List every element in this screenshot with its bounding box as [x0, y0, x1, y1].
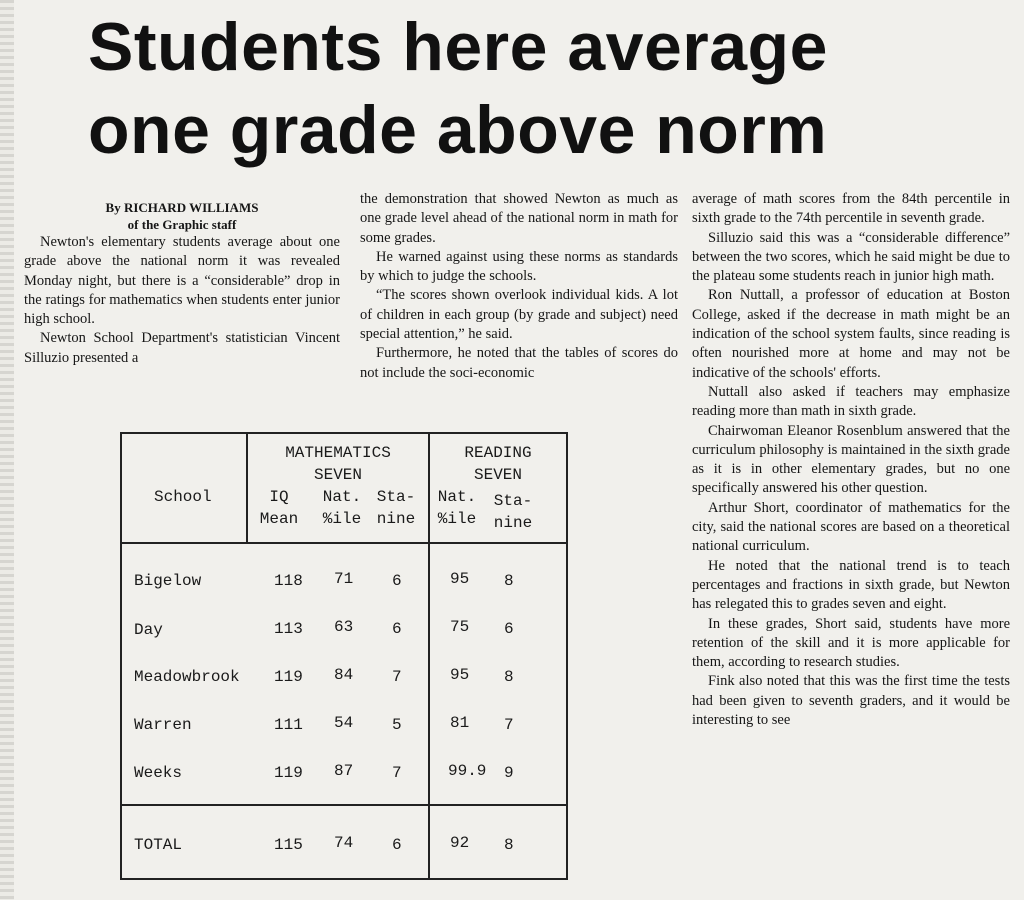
- math-nat-cell: 84: [334, 666, 354, 684]
- total-reading-nat: 92: [450, 834, 470, 852]
- article-column-2: [360, 190, 678, 383]
- paragraph: Fink also noted that this was the first time the tests had been given to seventh graders, and it would be interesting to see: [692, 673, 1010, 729]
- math-stanine-cell: 6: [392, 572, 402, 590]
- reading-stanine-cell: 8: [504, 668, 514, 686]
- math-stanine-cell: 6: [392, 620, 402, 638]
- paragraph: Newton School Department's statistician Vincent Silluzio presented a: [24, 330, 340, 366]
- reading-stanine-cell: 7: [504, 716, 514, 734]
- paragraph: Chairwoman Eleanor Rosenblum answered that the curriculum philosophy is maintained in the sixth grade as it is in other elementary grades, but no one specifically answered his other question.: [692, 422, 1010, 497]
- total-math-nat: 74: [334, 834, 354, 852]
- iq-mean-cell: 119: [274, 764, 303, 782]
- iq-mean-cell: 119: [274, 668, 303, 686]
- school-name: Day: [134, 621, 163, 639]
- reading-nat-cell: 99.9: [448, 762, 487, 780]
- math-stanine-cell: 5: [392, 716, 402, 734]
- total-math-stanine: 6: [392, 836, 402, 854]
- paragraph: Newton's elementary students average about one grade above the national norm it was revealed Monday night, but there is a “considerable” drop in the ratings for mathematics when students enter junior high school.: [24, 234, 340, 328]
- reading-nat-cell: 75: [450, 618, 470, 636]
- paragraph: Furthermore, he noted that the tables of scores do not include the soci-economic: [360, 345, 678, 381]
- math-stanine-cell: 7: [392, 764, 402, 782]
- reading-nat-cell: 95: [450, 570, 470, 588]
- paragraph: “The scores shown overlook individual kids. A lot of children in each group (by grade and subject) need special attention,” he said.: [360, 287, 678, 343]
- total-iq-mean: 115: [274, 836, 303, 854]
- reading-nat-cell: 95: [450, 666, 470, 684]
- table-divider: [122, 542, 566, 544]
- school-name: Warren: [134, 716, 192, 734]
- math-nat-percentile-header: Nat. %ile: [322, 488, 362, 528]
- paragraph: the demonstration that showed Newton as much as one grade level ahead of the national norm in math for some grades.: [360, 191, 678, 246]
- math-nat-cell: 63: [334, 618, 354, 636]
- byline: [24, 199, 340, 233]
- math-stanine-cell: 7: [392, 668, 402, 686]
- math-group-header: MATHEMATICS SEVEN: [285, 444, 391, 484]
- article-column-3: [692, 190, 1010, 730]
- reading-nat-percentile-header: Nat. %ile: [437, 488, 477, 528]
- math-nat-cell: 54: [334, 714, 354, 732]
- school-header: School: [154, 488, 212, 506]
- school-name: Meadowbrook: [134, 668, 240, 686]
- headline: [88, 6, 968, 172]
- total-reading-stanine: 8: [504, 836, 514, 854]
- reading-stanine-cell: 9: [504, 764, 514, 782]
- iq-mean-header: IQ Mean: [259, 488, 299, 528]
- table-divider: [428, 434, 430, 878]
- table-divider: [122, 804, 566, 806]
- paragraph: Arthur Short, coordinator of mathematics for the city, said the national scores are based on a theoretical national curriculum.: [692, 499, 1010, 555]
- scores-table: [120, 432, 568, 880]
- math-nat-cell: 87: [334, 762, 354, 780]
- iq-mean-cell: 113: [274, 620, 303, 638]
- byline-name: By RICHARD WILLIAMS: [105, 200, 259, 215]
- school-name: Bigelow: [134, 572, 202, 590]
- iq-mean-cell: 111: [274, 716, 303, 734]
- paragraph: In these grades, Short said, students have more retention of the skill and it is more applicable for them, according to research studies.: [692, 615, 1010, 671]
- paragraph: average of math scores from the 84th percentile in sixth grade to the 74th percentile in seventh grade.: [692, 191, 1010, 227]
- reading-stanine-cell: 8: [504, 572, 514, 590]
- reading-nat-cell: 81: [450, 714, 470, 732]
- iq-mean-cell: 118: [274, 572, 303, 590]
- total-label: TOTAL: [134, 836, 183, 854]
- reading-stanine-header: Sta- nine: [493, 492, 533, 532]
- reading-stanine-cell: 6: [504, 620, 514, 638]
- byline-affiliation: of the Graphic staff: [127, 217, 237, 232]
- headline-line-1: Students here average: [88, 9, 828, 85]
- page-edge: [0, 0, 14, 900]
- school-name: Weeks: [134, 764, 183, 782]
- math-stanine-header: Sta- nine: [376, 488, 416, 528]
- article-column-1: [24, 199, 340, 368]
- paragraph: Ron Nuttall, a professor of education at Boston College, asked if the decrease in math might be an indication of the school system faults, since reading is often nourished more at home and may not be indicative of the schools' efforts.: [692, 287, 1010, 381]
- reading-group-header: READING SEVEN: [464, 444, 532, 484]
- math-nat-cell: 71: [334, 570, 354, 588]
- paragraph: He warned against using these norms as standards by which to judge the schools.: [360, 248, 678, 285]
- headline-line-2: one grade above norm: [88, 92, 828, 168]
- paragraph: He noted that the national trend is to teach percentages and fractions in sixth grade, but Newton has relegated this to grades seven and eight.: [692, 557, 1010, 613]
- paragraph: Silluzio said this was a “considerable difference” between the two scores, which he said might be due to the plateau some students reach in junior high math.: [692, 229, 1010, 285]
- paragraph: Nuttall also asked if teachers may emphasize reading more than math in sixth grade.: [692, 383, 1010, 420]
